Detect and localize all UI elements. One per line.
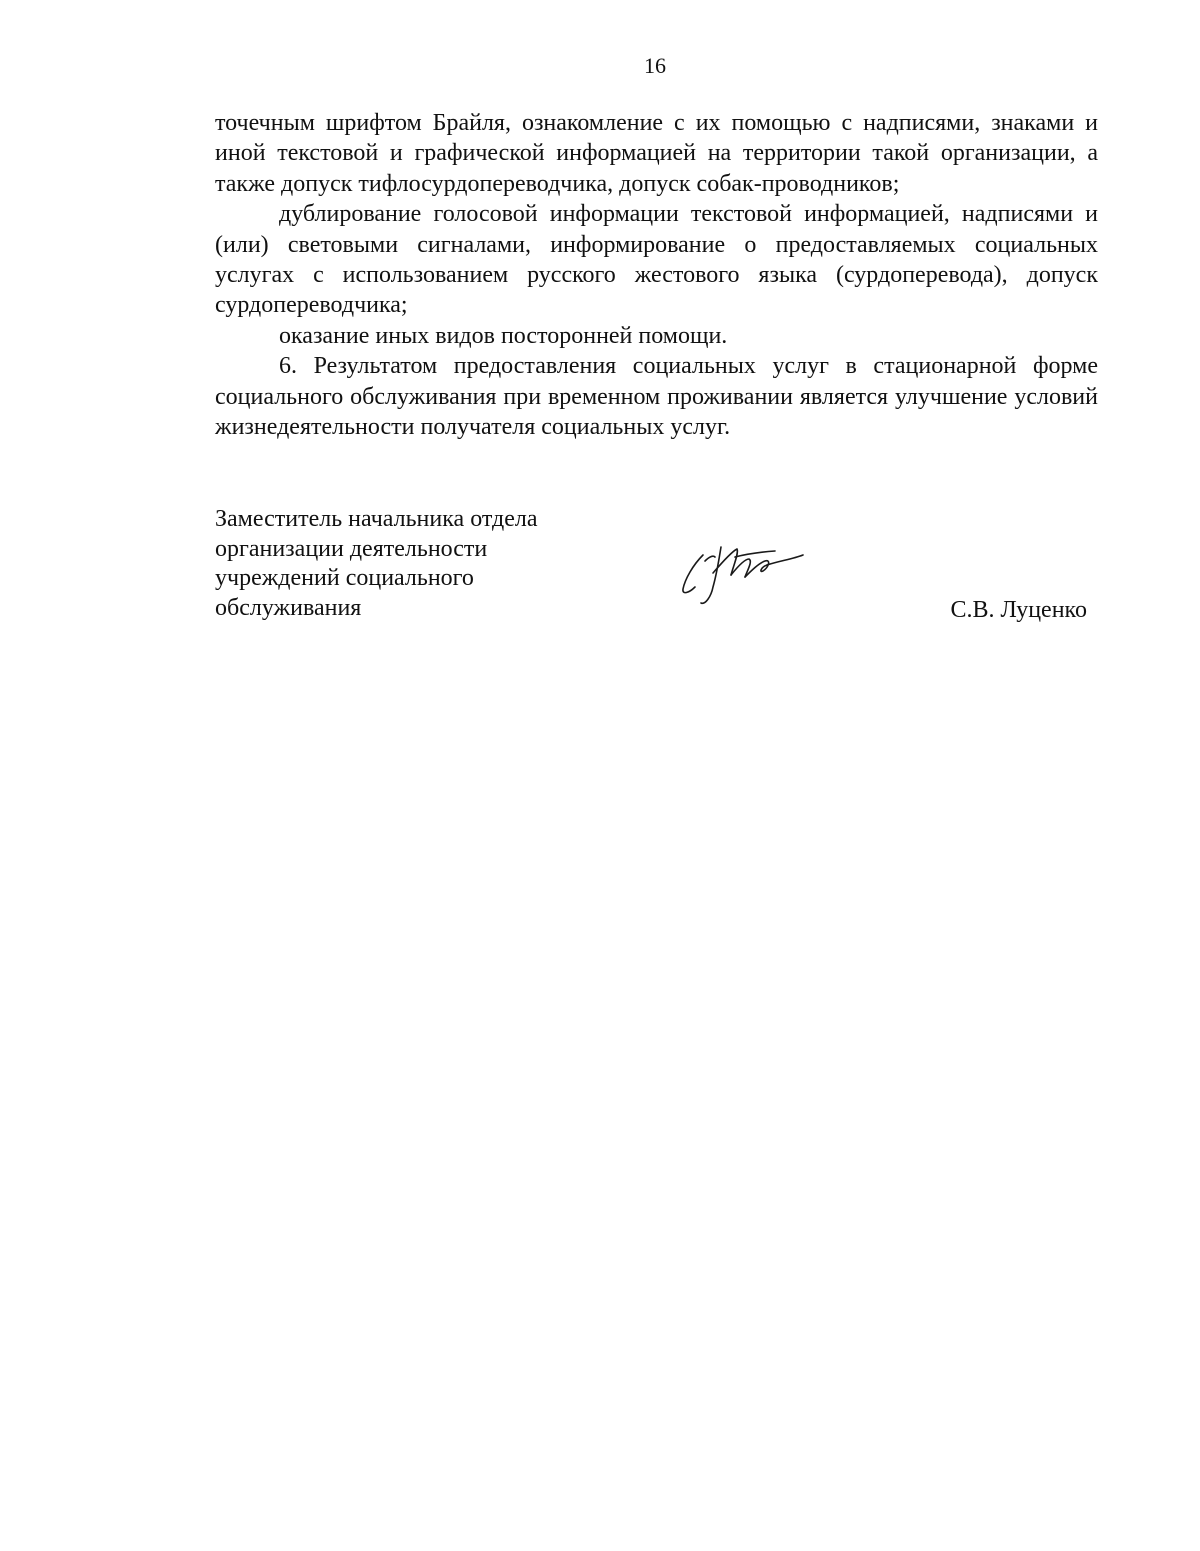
document-body [215, 108, 1098, 442]
signer-position-line-1: Заместитель начальника отдела [215, 506, 538, 532]
signer-position-line-4: обслуживания [215, 594, 362, 621]
body-paragraph-1: точечным шрифтом Брайля, ознакомление с их помощью с надписями, знаками и иной текстовой и графической информацией на территории такой организации, а также допуск тифлосурдопереводчика, допуск собак-проводников; [215, 110, 1098, 197]
signature-block [215, 505, 1100, 635]
signer-name: С.В. Луценко [950, 597, 1087, 623]
signer-position-line-3: учреждений социального [215, 565, 474, 591]
handwritten-signature [675, 527, 810, 607]
body-paragraph-4: 6. Результатом предоставления социальных услуг в стационарной форме социального обслуживания при временном проживании является улучшение условий жизнедеятельности получателя социальных услуг. [215, 353, 1098, 441]
page-number: 16 [644, 53, 666, 78]
signer-position-line-2: организации деятельности [215, 535, 488, 562]
body-paragraph-3: оказание иных видов посторонней помощи. [279, 322, 728, 349]
signer-position [215, 505, 538, 623]
body-paragraph-2: дублирование голосовой информации текстовой информацией, надписями и (или) световыми сигналами, информирование о предоставляемых социальных услугах с использованием русского жестового языка (сурдоперевода), допуск сурдопереводчика; [215, 201, 1098, 319]
